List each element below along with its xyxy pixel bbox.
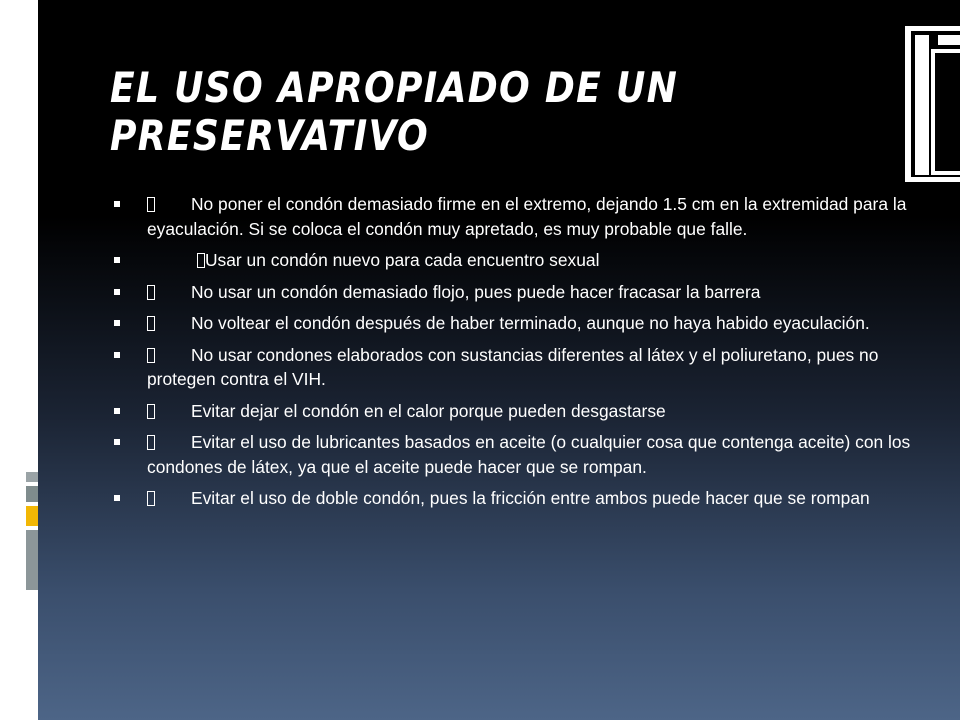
bullet-text: Evitar el uso de lubricantes basados en aceite (o cualquier cosa que contenga aceite) con los condones de látex, ya que el aceite puede hacer que se rompan. — [147, 432, 911, 477]
square-bullet-icon — [114, 201, 120, 207]
bullet-item — [114, 343, 914, 392]
square-bullet-icon — [114, 495, 120, 501]
yellow-bar — [26, 506, 38, 526]
bullet-text: Evitar el uso de doble condón, pues la fricción entre ambos puede hacer que se rompan — [191, 488, 870, 508]
bullet-item — [114, 399, 914, 424]
bullet-item — [114, 192, 914, 241]
slide-title: EL USO APROPIADO DE UN PRESERVATIVO — [110, 63, 679, 160]
missing-glyph-icon — [147, 491, 155, 506]
decorative-color-bars — [26, 472, 38, 592]
square-bullet-icon — [114, 257, 120, 263]
bullet-text: No usar un condón demasiado flojo, pues puede hacer fracasar la barrera — [191, 281, 761, 302]
bullet-item — [114, 430, 914, 479]
missing-glyph-icon — [147, 435, 155, 450]
missing-glyph-icon — [147, 404, 155, 419]
slide-left-margin — [0, 0, 38, 720]
bullet-item — [114, 248, 914, 273]
square-bullet-icon — [114, 320, 120, 326]
missing-glyph-icon — [147, 348, 155, 363]
missing-glyph-icon — [147, 285, 155, 300]
bullet-item — [114, 280, 914, 305]
gray-bar — [26, 486, 38, 502]
bullet-text: No usar condones elaborados con sustancias diferentes al látex y el poliuretano, pues no protegen contra el VIH. — [147, 344, 879, 389]
square-bullet-icon — [114, 408, 120, 414]
bullet-item — [114, 486, 914, 511]
square-bullet-icon — [114, 289, 120, 295]
missing-glyph-icon — [147, 197, 155, 212]
missing-glyph-icon — [147, 316, 155, 331]
gray-bar — [26, 530, 38, 590]
bullet-list — [114, 192, 914, 518]
square-bullet-icon — [114, 352, 120, 358]
bullet-text: Evitar dejar el condón en el calor porque pueden desgastarse — [191, 400, 666, 421]
bullet-text: Usar un condón nuevo para cada encuentro sexual — [205, 250, 600, 270]
gray-bar — [26, 472, 38, 482]
bullet-item — [114, 311, 914, 336]
bullet-text: No voltear el condón después de haber terminado, aunque no haya habido eyaculación. — [191, 313, 870, 333]
decorative-window-graphic — [902, 25, 960, 183]
square-bullet-icon — [114, 439, 120, 445]
bullet-text: No poner el condón demasiado firme en el extremo, dejando 1.5 cm en la extremidad para la eyaculación. Si se coloca el condón muy apretado, es muy probable que falle. — [147, 194, 907, 239]
missing-glyph-icon — [197, 253, 205, 268]
